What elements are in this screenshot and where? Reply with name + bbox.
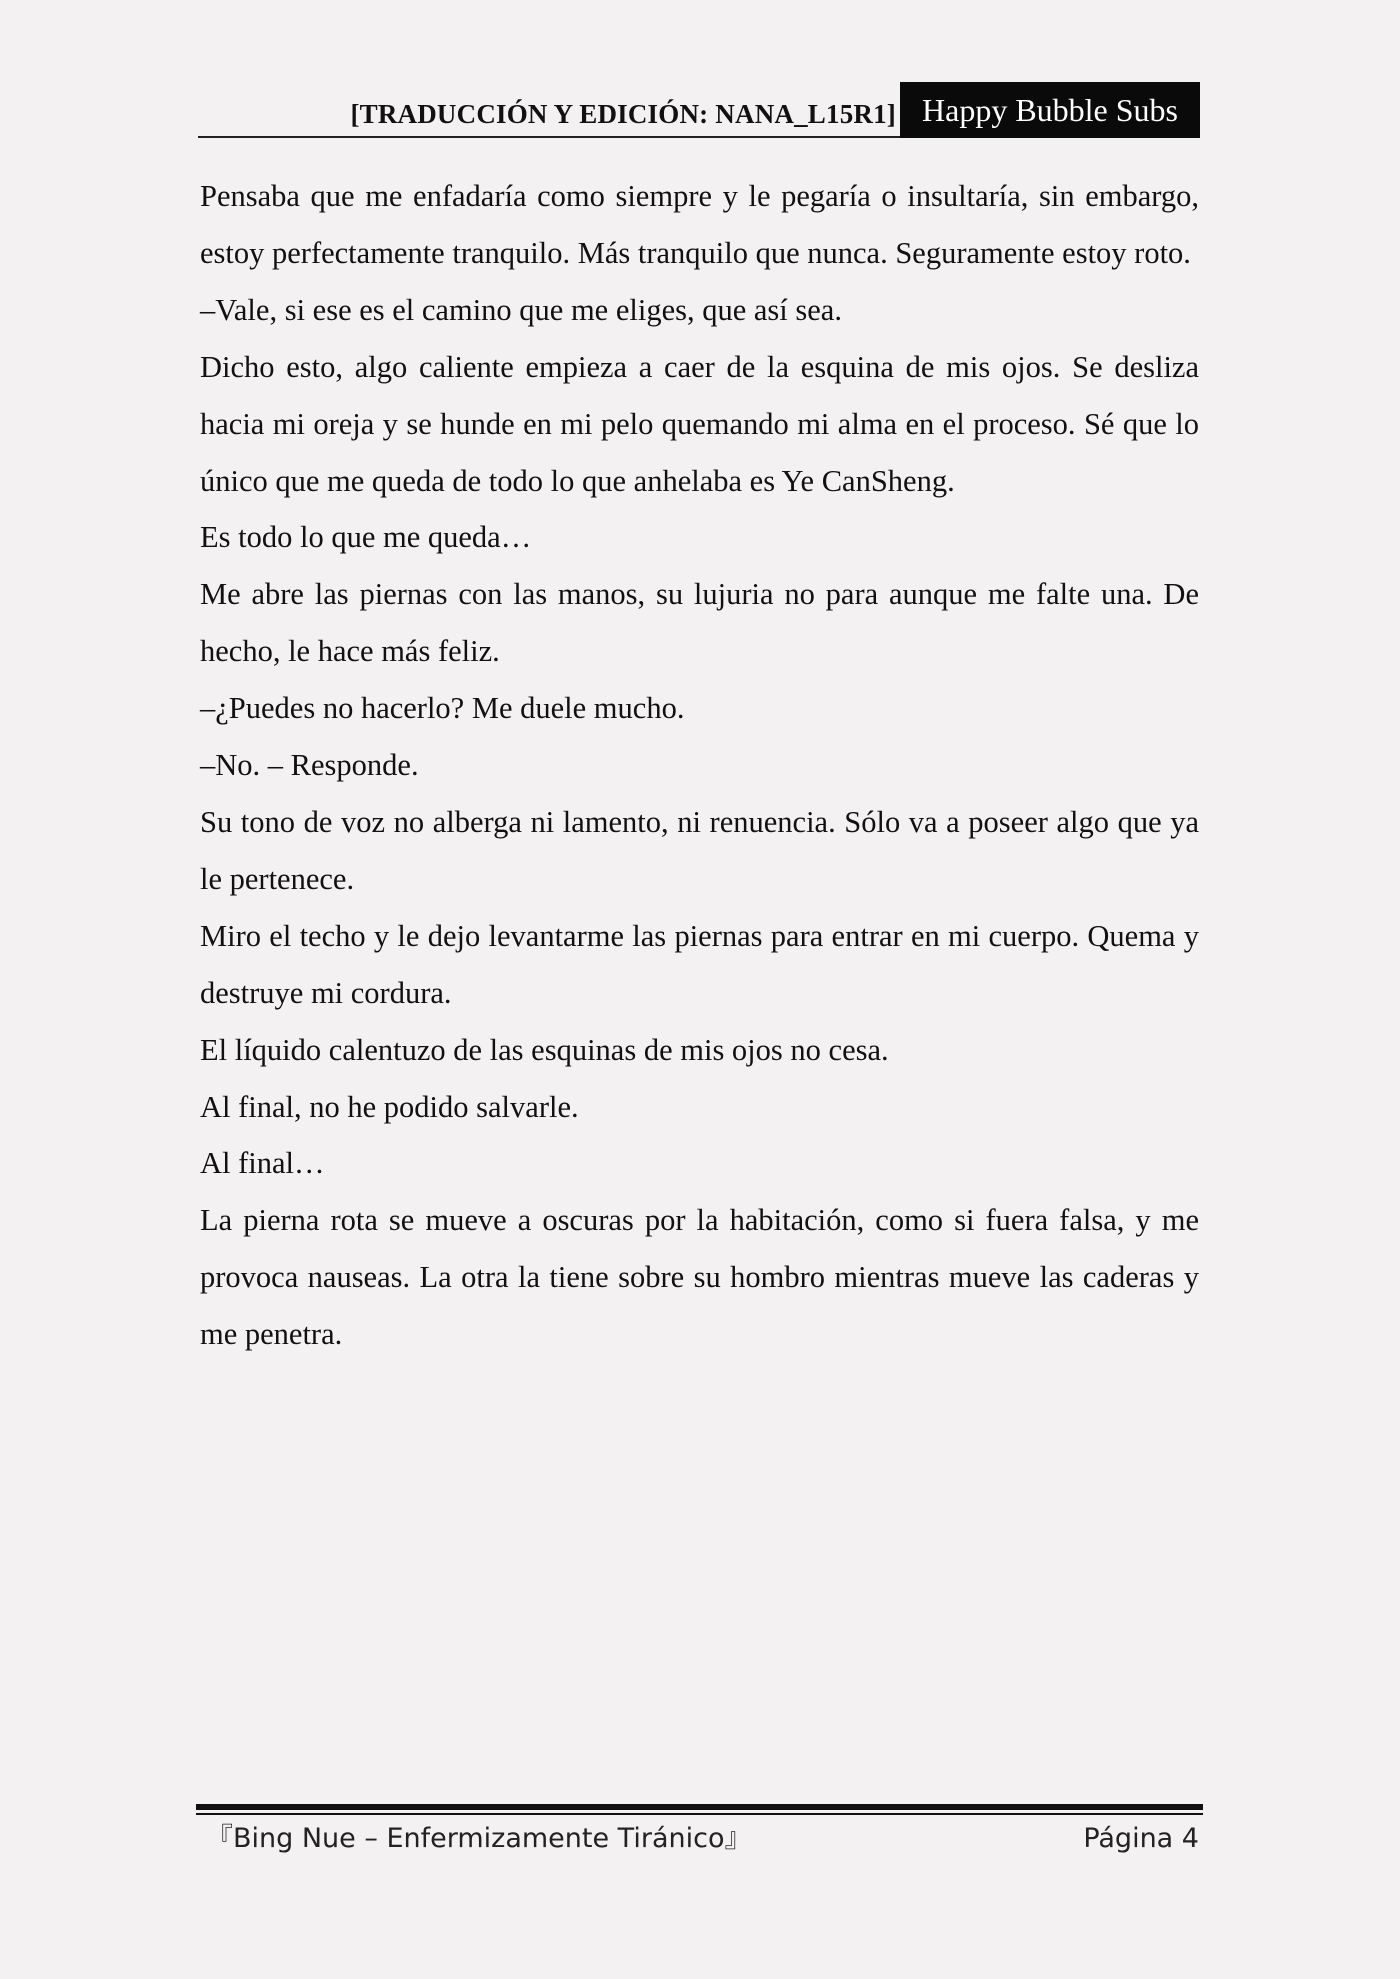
- footer-rule-thin: [196, 1813, 1203, 1815]
- footer-rule-thick: [196, 1804, 1203, 1810]
- paragraph-8: Su tono de voz no alberga ni lamento, ni renuencia. Sólo va a poseer algo que ya le pertenece.: [200, 804, 1199, 896]
- page-body: [200, 168, 1199, 1363]
- paragraph-10: El líquido calentuzo de las esquinas de mis ojos no cesa.: [200, 1032, 889, 1067]
- translation-credit: [TRADUCCIÓN Y EDICIÓN: NANA_L15R1]: [350, 99, 896, 129]
- paragraph-4: Es todo lo que me queda…: [200, 520, 532, 555]
- footer-book-title: 『Bing Nue – Enfermizamente Tiránico』: [206, 1823, 752, 1854]
- paragraph-9: Miro el techo y le dejo levantarme las piernas para entrar en mi cuerpo. Quema y destruye mi cordura.: [200, 918, 1199, 1010]
- paragraph-2: –Vale, si ese es el camino que me eliges, que así sea.: [200, 292, 842, 327]
- group-badge: Happy Bubble Subs: [900, 82, 1200, 138]
- paragraph-11: Al final, no he podido salvarle.: [200, 1089, 579, 1124]
- paragraph-13: La pierna rota se mueve a oscuras por la habitación, como si fuera falsa, y me provoca nauseas. La otra la tiene sobre su hombro mientras mueve las caderas y me penetra.: [200, 1203, 1199, 1352]
- paragraph-5: Me abre las piernas con las manos, su lujuria no para aunque me falte una. De hecho, le hace más feliz.: [200, 577, 1199, 669]
- page-header: [198, 82, 1200, 138]
- paragraph-1: Pensaba que me enfadaría como siempre y le pegaría o insultaría, sin embargo, estoy perfectamente tranquilo. Más tranquilo que nunca. Seguramente estoy roto.: [200, 179, 1199, 270]
- footer-page-number: Página 4: [1083, 1823, 1199, 1854]
- paragraph-7: –No. – Responde.: [200, 748, 419, 783]
- paragraph-12: Al final…: [200, 1146, 325, 1181]
- paragraph-3: Dicho esto, algo caliente empieza a caer de la esquina de mis ojos. Se desliza hacia mi oreja y se hunde en mi pelo quemando mi alma en el proceso. Sé que lo único que me queda de todo lo que anhelaba es Ye CanSheng.: [200, 349, 1199, 498]
- paragraph-6: –¿Puedes no hacerlo? Me duele mucho.: [200, 691, 685, 726]
